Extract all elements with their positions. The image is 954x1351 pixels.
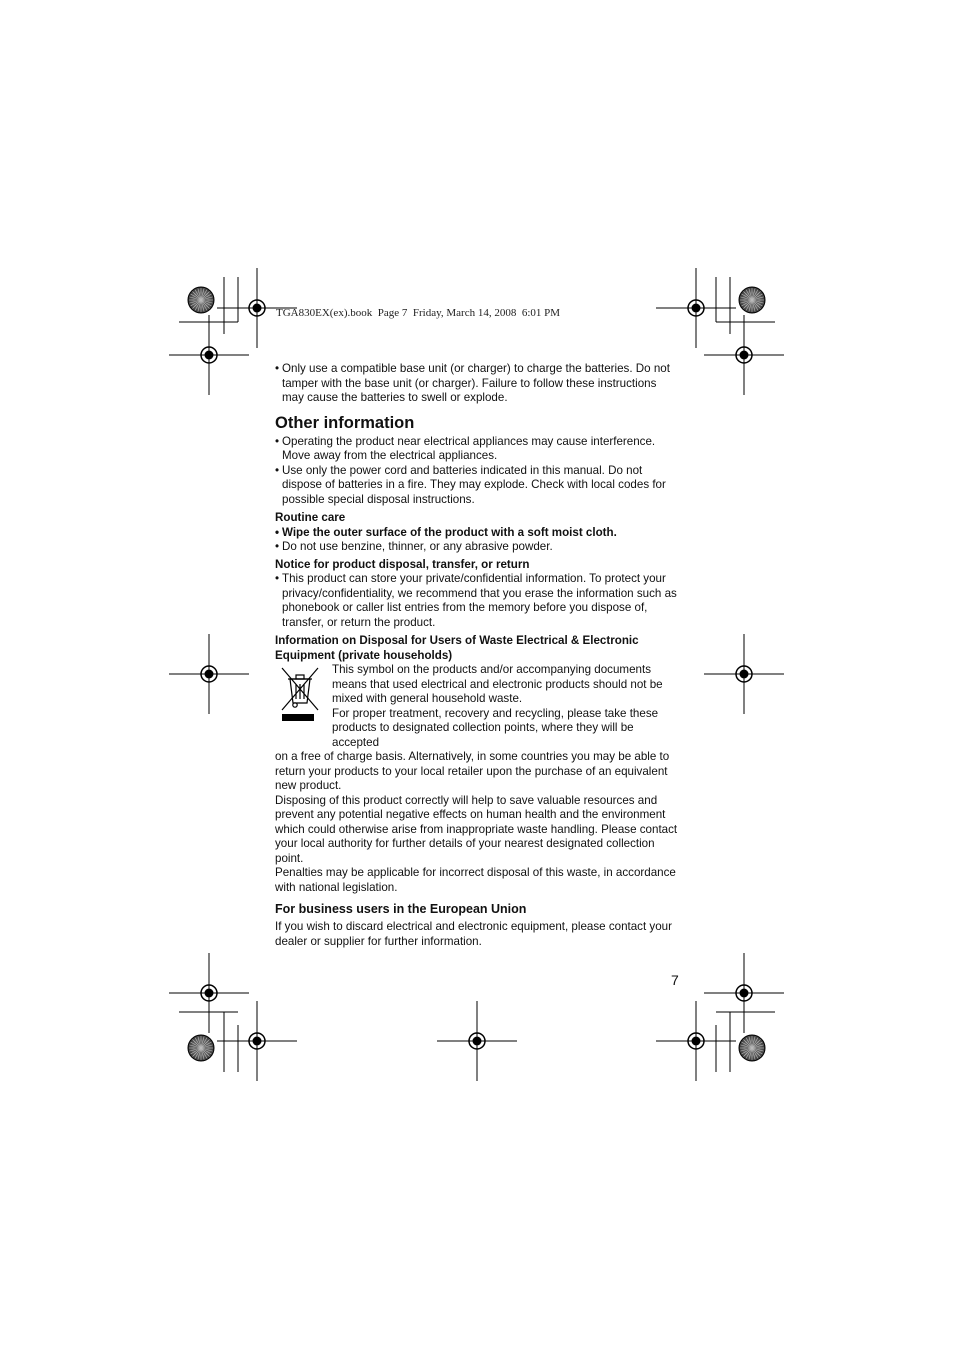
weee-paragraph-2-continued: on a free of charge basis. Alternatively, in some countries you may be able to return your products to your local retailer upon the purchase of an equivalent new product. bbox=[275, 750, 670, 792]
list-item bbox=[275, 435, 681, 464]
list-item bbox=[275, 540, 681, 555]
routine-care-bullet: Do not use benzine, thinner, or any abrasive powder. bbox=[282, 540, 553, 553]
weee-paragraph-3: Disposing of this product correctly will help to save valuable resources and prevent any potential negative effects on human health and the environment which could otherwise arise from inappropriate waste handling. Please contact your local authority for further details of your nearest designated collection point. bbox=[275, 793, 678, 865]
weee-paragraph-4: Penalties may be applicable for incorrect disposal of this waste, in accordance with national legislation. bbox=[275, 866, 676, 894]
disposal-notice-bullet: This product can store your private/confidential information. To protect your privacy/confidentiality, we recommend that you erase the information such as phonebook or caller list entries from the memory before you dispose of, transfer, or return the product. bbox=[282, 572, 677, 629]
list-item bbox=[275, 464, 681, 508]
section-title-other-information: Other information bbox=[275, 413, 415, 432]
bullet-symbol: • bbox=[275, 434, 280, 448]
subheading-weee: Information on Disposal for Users of Waste Electrical & Electronic Equipment (private households) bbox=[275, 634, 639, 662]
routine-care-bold-bullet: Wipe the outer surface of the product with a soft moist cloth. bbox=[282, 525, 617, 539]
bullet-symbol: • bbox=[275, 463, 280, 477]
page-number: 7 bbox=[671, 972, 679, 988]
weee-paragraph-2-indented: For proper treatment, recovery and recycling, please take these products to designated collection points, where they will be accepted bbox=[332, 706, 659, 749]
list-item bbox=[275, 362, 681, 406]
other-info-bullet-1: Operating the product near electrical appliances may cause interference. Move away from the electrical appliances. bbox=[282, 434, 656, 462]
business-paragraph: If you wish to discard electrical and electronic equipment, please contact your dealer or supplier for further information. bbox=[275, 920, 672, 948]
subheading-business-users: For business users in the European Union bbox=[275, 902, 527, 916]
intro-bullet-text: Only use a compatible base unit (or charger) to charge the batteries. Do not tamper with the base unit (or charger). Failure to follow these instructions may cause the batteries to swell or explode. bbox=[282, 362, 670, 404]
subheading-disposal-notice: Notice for product disposal, transfer, or return bbox=[275, 557, 530, 571]
bullet-symbol: • bbox=[275, 362, 280, 375]
document-body bbox=[275, 362, 681, 949]
bullet-symbol: • bbox=[275, 572, 280, 585]
weee-paragraph-1: This symbol on the products and/or accompanying documents means that used electrical and electronic products should not be mixed with general household waste. bbox=[332, 663, 663, 705]
subheading-routine-care: Routine care bbox=[275, 511, 346, 524]
print-header: TGA830EX(ex).book Page 7 Friday, March 14, 2008 6:01 PM bbox=[276, 307, 561, 319]
bullet-symbol: • bbox=[275, 540, 280, 553]
list-item bbox=[275, 572, 681, 630]
other-info-bullet-2: Use only the power cord and batteries indicated in this manual. Do not dispose of batteries in a fire. They may explode. Check with local codes for possible special disposal instructions. bbox=[282, 463, 666, 506]
bullet-symbol: • bbox=[275, 525, 280, 539]
crossed-out-wheelie-bin-icon bbox=[278, 665, 322, 723]
list-item bbox=[275, 526, 681, 541]
weee-block bbox=[275, 663, 681, 895]
